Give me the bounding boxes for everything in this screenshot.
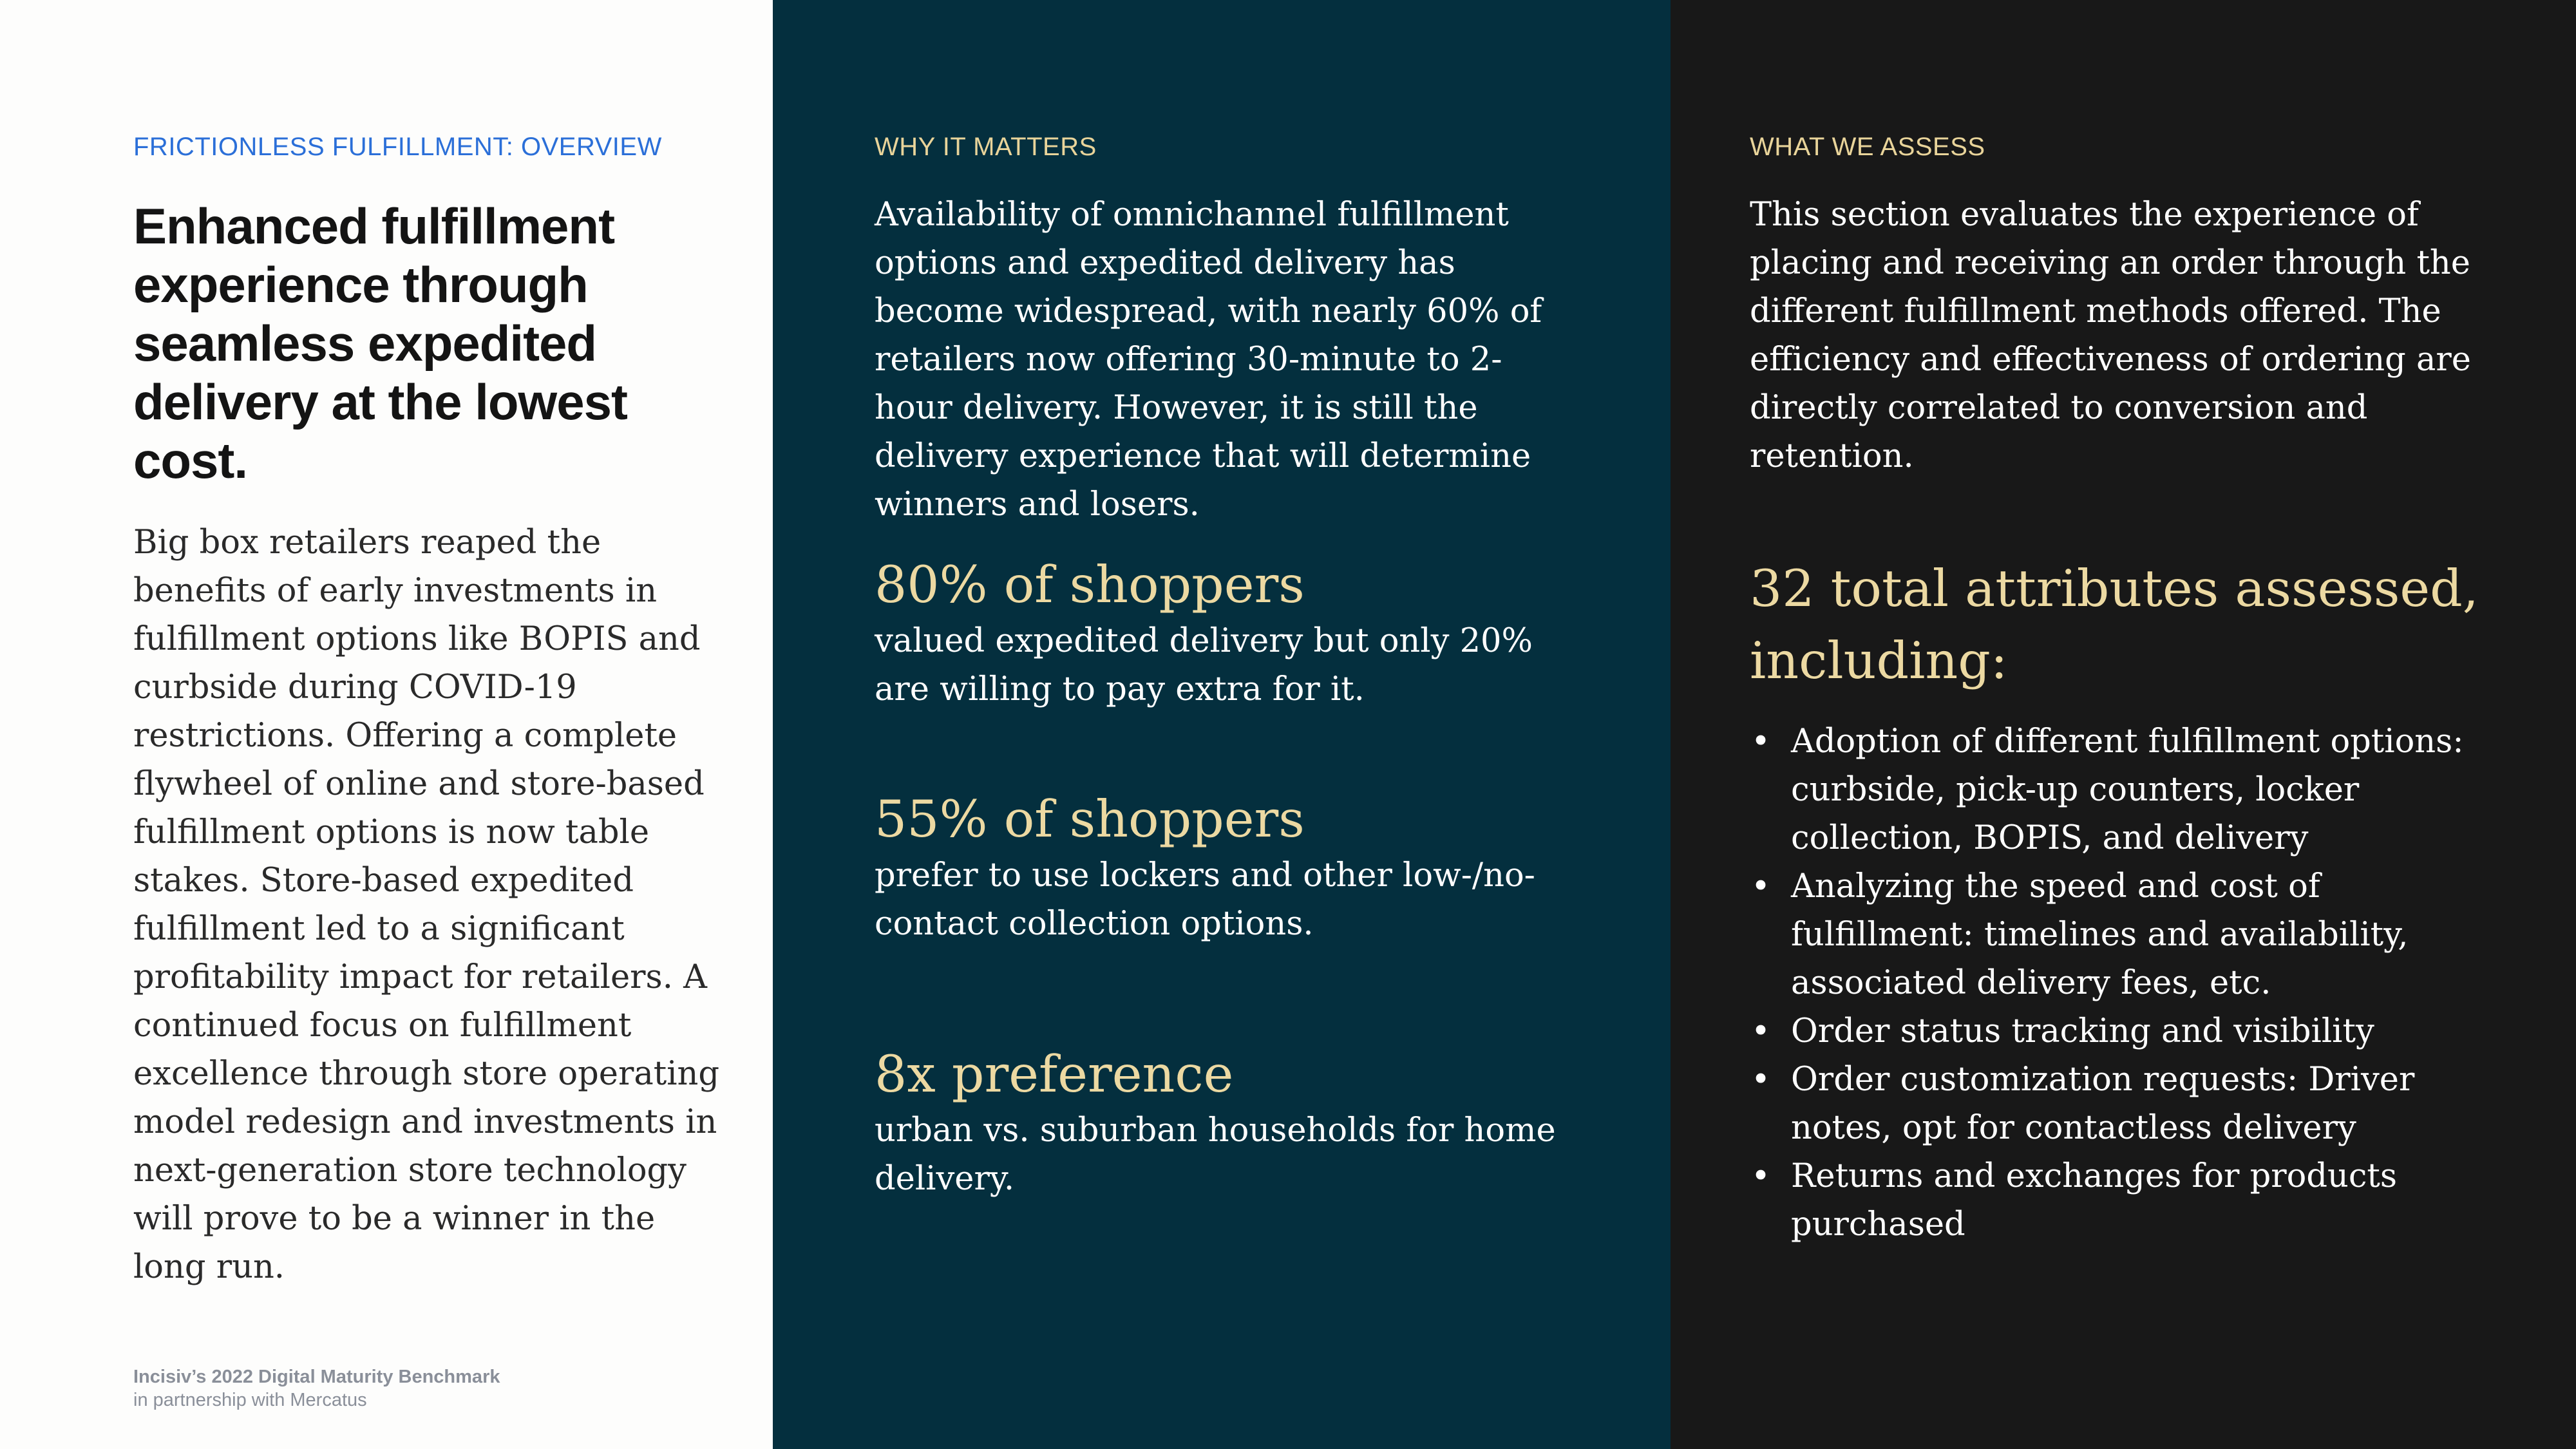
list-item-text: Order status tracking and visibility: [1791, 1012, 2374, 1050]
footer-subtitle: in partnership with Mercatus: [133, 1390, 367, 1410]
list-item: [1750, 862, 2510, 1007]
page-title: Enhanced fulfillment experience through seamless expedited delivery at the lowest cost.: [133, 198, 627, 489]
list-item: [1750, 717, 2510, 862]
stat-description: prefer to use lockers and other low-/no-contact collection options.: [875, 857, 1535, 943]
bullet-icon: •: [1751, 867, 1771, 905]
stat-value: 80% of shoppers: [875, 555, 1305, 614]
attributes-heading: 32 total attributes assessed, including:: [1750, 559, 2479, 690]
footer: [133, 1365, 500, 1412]
stat-description: urban vs. suburban households for home delivery.: [875, 1112, 1556, 1198]
footer-title: Incisiv’s 2022 Digital Maturity Benchmark: [133, 1367, 500, 1387]
attributes-list: [1750, 717, 2510, 1249]
list-item: [1750, 1152, 2510, 1249]
bullet-icon: •: [1751, 1157, 1771, 1195]
list-item-text: Order customization requests: Driver notes, opt for contactless delivery: [1791, 1061, 2415, 1147]
bullet-icon: •: [1751, 723, 1771, 761]
why-it-matters-panel: [773, 0, 1671, 1449]
section-eyebrow: WHAT WE ASSESS: [1750, 133, 1985, 161]
section-eyebrow: FRICTIONLESS FULFILLMENT: OVERVIEW: [133, 133, 662, 161]
stat-value: 55% of shoppers: [875, 790, 1305, 849]
stat-block: [875, 553, 1570, 714]
stat-description: valued expedited delivery but only 20% are willing to pay extra for it.: [875, 622, 1533, 708]
list-item-text: Analyzing the speed and cost of fulfillment: timelines and availability, associated delivery fees, etc.: [1791, 867, 2409, 1002]
why-it-matters-intro: Availability of omnichannel fulfillment options and expedited delivery has become widespread, with nearly 60% of retailers now offering 30-minute to 2-hour delivery. However, it is still the delivery experience that will determine winners and losers.: [875, 196, 1542, 524]
bullet-icon: •: [1751, 1012, 1771, 1050]
bullet-icon: •: [1751, 1061, 1771, 1099]
list-item-text: Adoption of different fulfillment options: curbside, pick-up counters, locker collection, BOPIS, and delivery: [1791, 723, 2464, 857]
section-eyebrow: WHY IT MATTERS: [875, 133, 1097, 161]
list-item: [1750, 1007, 2510, 1056]
stat-block: [875, 1042, 1570, 1203]
overview-body: Big box retailers reaped the benefits of early investments in fulfillment options like BOPIS and curbside during COVID-19 restrictions. Offering a complete flywheel of online and store-based fulfillment options is now table stakes. Store-based expedited fulfillment led to a significant profitability impact for retailers. A continued focus on fulfillment excellence through store operating model redesign and investments in next-generation store technology will prove to be a winner in the long run.: [133, 524, 720, 1286]
stat-block: [875, 787, 1570, 948]
overview-panel: [0, 0, 773, 1449]
stat-value: 8x preference: [875, 1045, 1234, 1104]
list-item: [1750, 1056, 2510, 1152]
what-we-assess-panel: [1671, 0, 2576, 1449]
list-item-text: Returns and exchanges for products purchased: [1791, 1157, 2398, 1244]
what-we-assess-intro: This section evaluates the experience of placing and receiving an order through the different fulfillment methods offered. The efficiency and effectiveness of ordering are directly correlated to conversion and retention.: [1750, 196, 2471, 475]
